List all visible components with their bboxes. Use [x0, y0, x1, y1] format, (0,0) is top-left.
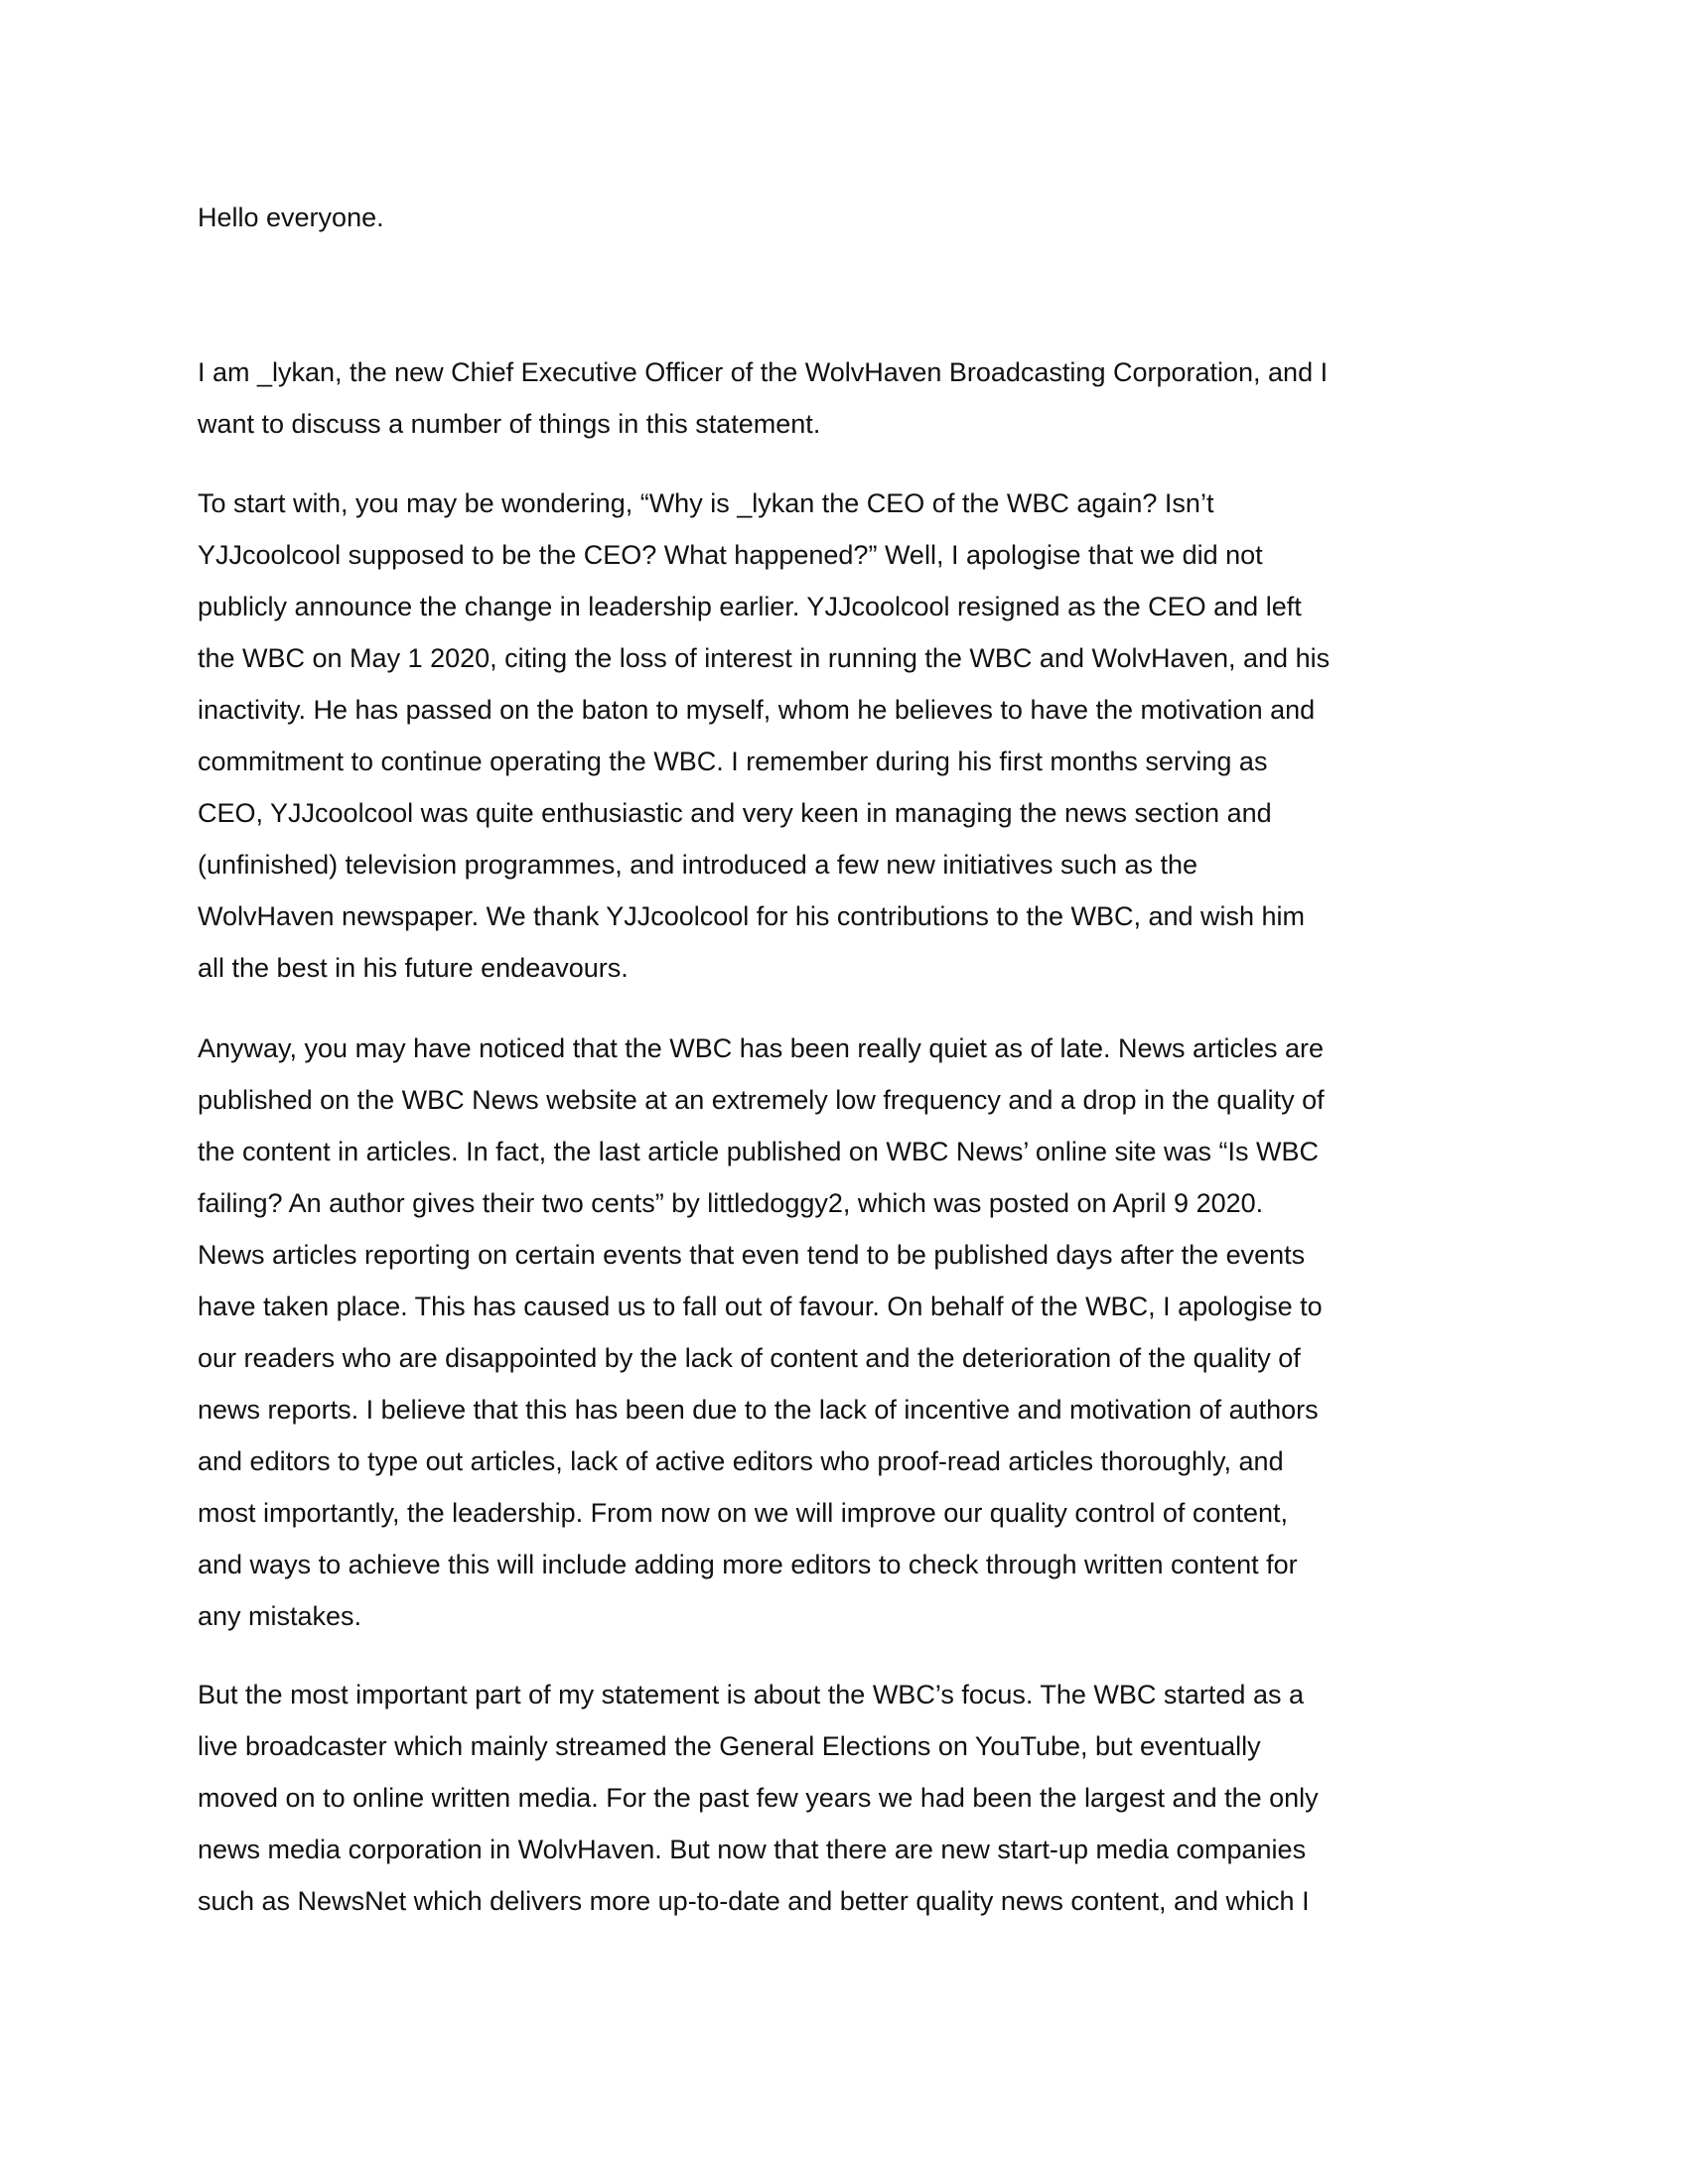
text-line: our readers who are disappointed by the lack of content and the deterioration of the quality of — [198, 1343, 1301, 1373]
text-line: commitment to continue operating the WBC. I remember during his first months serving as — [198, 747, 1268, 776]
text-line: news reports. I believe that this has been due to the lack of incentive and motivation of authors — [198, 1395, 1319, 1425]
text-line: the content in articles. In fact, the last article published on WBC News’ online site was “Is WBC — [198, 1137, 1319, 1166]
text-line: To start with, you may be wondering, “Why is _lykan the CEO of the WBC again? Isn’t — [198, 488, 1214, 518]
text-line: want to discuss a number of things in this statement. — [198, 409, 821, 439]
text-line: moved on to online written media. For the past few years we had been the largest and the only — [198, 1783, 1319, 1813]
text-line: and ways to achieve this will include adding more editors to check through written content for — [198, 1550, 1298, 1579]
text-line: all the best in his future endeavours. — [198, 953, 629, 983]
text-line: published on the WBC News website at an extremely low frequency and a drop in the quality of — [198, 1085, 1325, 1115]
text-line: any mistakes. — [198, 1601, 362, 1631]
text-line: (unfinished) television programmes, and introduced a few new initiatives such as the — [198, 850, 1198, 880]
text-line: CEO, YJJcoolcool was quite enthusiastic and very keen in managing the news section and — [198, 798, 1272, 828]
text-line: most importantly, the leadership. From now on we will improve our quality control of content, — [198, 1498, 1288, 1528]
text-line: News articles reporting on certain events that even tend to be published days after the events — [198, 1240, 1306, 1270]
text-line: But the most important part of my statement is about the WBC’s focus. The WBC started as a — [198, 1680, 1304, 1709]
greeting: Hello everyone. — [198, 203, 384, 232]
text-line: and editors to type out articles, lack of active editors who proof-read articles thoroughly, and — [198, 1446, 1284, 1476]
text-line: the WBC on May 1 2020, citing the loss of interest in running the WBC and WolvHaven, and his — [198, 643, 1331, 673]
text-line: publicly announce the change in leadership earlier. YJJcoolcool resigned as the CEO and left — [198, 592, 1302, 621]
text-line: news media corporation in WolvHaven. But now that there are new start-up media companies — [198, 1835, 1307, 1864]
text-line: such as NewsNet which delivers more up-to-date and better quality news content, and which I — [198, 1886, 1310, 1916]
text-line: WolvHaven newspaper. We thank YJJcoolcool for his contributions to the WBC, and wish him — [198, 901, 1306, 931]
text-line: live broadcaster which mainly streamed the General Elections on YouTube, but eventually — [198, 1731, 1261, 1761]
text-line: YJJcoolcool supposed to be the CEO? What happened?” Well, I apologise that we did not — [198, 540, 1263, 570]
text-line: inactivity. He has passed on the baton to myself, whom he believes to have the motivation and — [198, 695, 1316, 725]
text-line: I am _lykan, the new Chief Executive Officer of the WolvHaven Broadcasting Corporation, and I — [198, 357, 1329, 387]
text-line: failing? An author gives their two cents” by littledoggy2, which was posted on April 9 2020. — [198, 1188, 1264, 1218]
text-line: Anyway, you may have noticed that the WBC has been really quiet as of late. News articles are — [198, 1033, 1325, 1063]
text-line: have taken place. This has caused us to fall out of favour. On behalf of the WBC, I apologise to — [198, 1292, 1323, 1321]
